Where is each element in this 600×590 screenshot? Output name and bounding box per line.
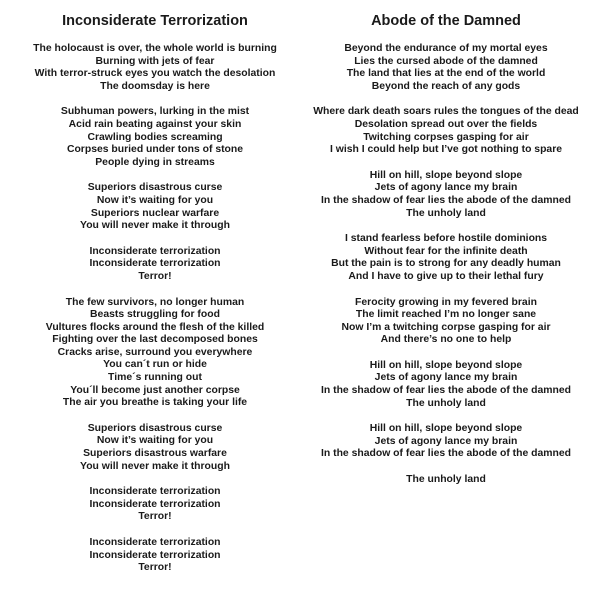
stanza — [298, 474, 594, 487]
lyric-line: Terror! — [138, 511, 172, 523]
lyric-line: Inconsiderate terrorization — [89, 245, 221, 257]
lyric-line: You can´t run or hide — [103, 359, 207, 371]
lyric-line: And there’s no one to help — [380, 334, 512, 346]
lyric-line: Without fear for the infinite death — [364, 245, 528, 257]
lyric-line: Hill on hill, slope beyond slope — [369, 423, 523, 435]
lyric-line: Superiors nuclear warfare — [90, 207, 220, 219]
lyric-line: Superiors disastrous warfare — [83, 448, 227, 460]
lyric-line: Beyond the endurance of my mortal eyes — [344, 43, 548, 54]
lyric-line: Acid rain beating against your skin — [68, 118, 242, 130]
lyric-line: Terror! — [138, 270, 172, 282]
lyric-line: You will never make it through — [80, 220, 230, 232]
lyric-line: I wish I could help but I’ve got nothing to spare — [329, 144, 563, 156]
lyric-line: Lies the cursed abode of the damned — [354, 55, 538, 67]
lyric-line: The holocaust is over, the whole world is burning — [33, 43, 277, 54]
stanza — [298, 360, 594, 410]
stanza — [10, 297, 300, 410]
lyric-line: Fighting over the last decomposed bones — [52, 334, 258, 346]
lyric-line: The few survivors, no longer human — [65, 296, 245, 308]
lyric-line: Now it’s waiting for you — [96, 435, 214, 447]
stanza — [298, 106, 594, 156]
lyric-line: The unholy land — [406, 397, 486, 409]
song-column-inconsiderate-terrorization — [10, 12, 300, 588]
lyric-line: Inconsiderate terrorization — [89, 486, 221, 498]
lyric-line: People dying in streams — [95, 156, 215, 168]
lyric-line: Corpses buried under tons of stone — [66, 144, 244, 156]
song-lyrics — [10, 43, 300, 575]
stanza — [10, 106, 300, 169]
lyric-line: You will never make it through — [80, 460, 230, 472]
lyric-line: The unholy land — [406, 474, 486, 486]
lyric-line: Cracks arise, surround you everywhere — [57, 346, 253, 358]
lyric-line: Jets of agony lance my brain — [374, 435, 518, 447]
lyric-line: Jets of agony lance my brain — [374, 182, 518, 194]
lyric-line: You´ll become just another corpse — [70, 384, 240, 396]
lyric-line: Burning with jets of fear — [95, 55, 215, 67]
lyric-line: Beyond the reach of any gods — [371, 80, 521, 92]
lyric-line: And I have to give up to their lethal fury — [348, 270, 544, 282]
song-title: Abode of the Damned — [371, 13, 521, 29]
lyric-line: Vultures flocks around the flesh of the killed — [45, 321, 265, 333]
stanza — [298, 170, 594, 220]
lyric-line: Now I’m a twitching corpse gasping for air — [341, 321, 551, 333]
song-lyrics — [298, 43, 594, 487]
lyric-line: Hill on hill, slope beyond slope — [369, 359, 523, 371]
lyric-line: Superiors disastrous curse — [87, 422, 223, 434]
stanza — [10, 182, 300, 232]
lyric-line: Crawling bodies screaming — [87, 131, 223, 143]
lyric-line: In the shadow of fear lies the abode of the damned — [321, 194, 571, 206]
lyric-line: The air you breathe is taking your life — [62, 397, 248, 409]
lyric-line: I stand fearless before hostile dominions — [344, 233, 548, 245]
stanza — [298, 43, 594, 93]
lyric-line: Superiors disastrous curse — [87, 182, 223, 194]
stanza — [10, 43, 300, 93]
lyric-line: The unholy land — [406, 207, 486, 219]
lyric-line: Where dark death soars rules the tongues of the dead — [313, 106, 579, 118]
stanza — [10, 423, 300, 473]
stanza — [298, 423, 594, 461]
song-column-abode-of-the-damned — [298, 12, 594, 500]
lyric-line: Now it’s waiting for you — [96, 194, 214, 206]
lyric-line: Inconsiderate terrorization — [89, 258, 221, 270]
lyric-line: The land that lies at the end of the world — [346, 68, 546, 80]
lyric-line: In the shadow of fear lies the abode of the damned — [321, 448, 571, 460]
lyric-line: In the shadow of fear lies the abode of the damned — [321, 385, 571, 397]
lyric-line: Jets of agony lance my brain — [374, 372, 518, 384]
lyric-line: Hill on hill, slope beyond slope — [369, 169, 523, 181]
lyric-line: But the pain is to strong for any deadly human — [331, 258, 561, 270]
stanza — [10, 537, 300, 575]
lyric-line: Terror! — [138, 562, 172, 574]
stanza — [298, 233, 594, 283]
lyric-line: The doomsday is here — [100, 80, 210, 92]
lyric-line: The limit reached I’m no longer sane — [355, 309, 537, 321]
lyric-line: Inconsiderate terrorization — [89, 549, 221, 561]
lyric-line: Ferocity growing in my fevered brain — [355, 296, 537, 308]
lyric-line: Time´s running out — [108, 372, 202, 384]
lyric-line: Beasts struggling for food — [90, 309, 220, 321]
song-title: Inconsiderate Terrorization — [62, 13, 248, 29]
stanza — [10, 246, 300, 284]
lyric-line: Desolation spread out over the fields — [354, 118, 538, 130]
lyric-line: Twitching corpses gasping for air — [363, 131, 529, 143]
stanza — [298, 297, 594, 347]
stanza — [10, 486, 300, 524]
lyric-line: Subhuman powers, lurking in the mist — [60, 106, 250, 118]
lyric-line: Inconsiderate terrorization — [89, 537, 221, 548]
lyric-line: Inconsiderate terrorization — [89, 498, 221, 510]
lyric-line: With terror-struck eyes you watch the desolation — [34, 68, 276, 80]
